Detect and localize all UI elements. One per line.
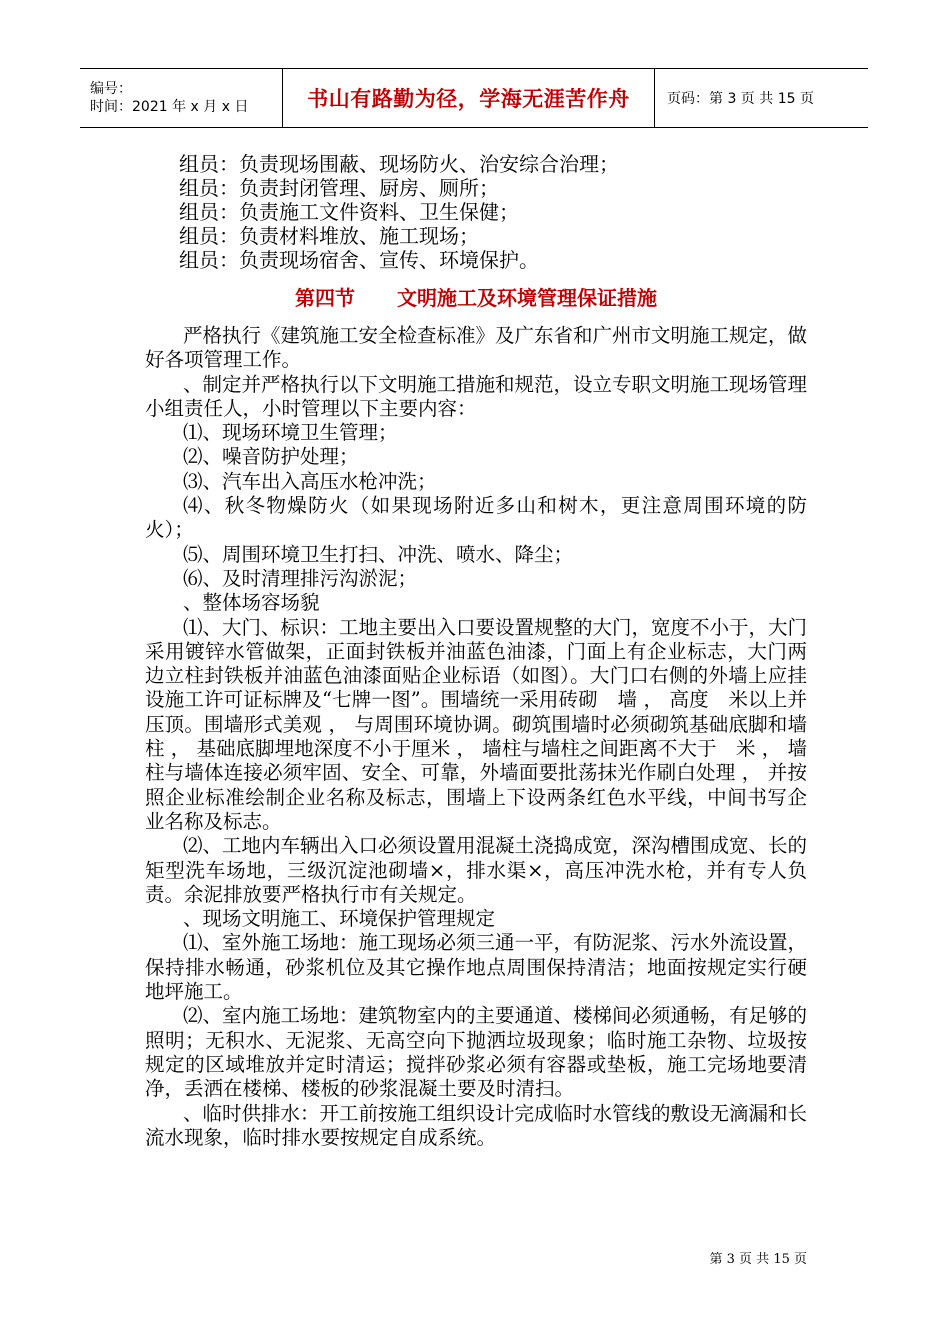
paragraph: 、制定并严格执行以下文明施工措施和规范，设立专职文明施工现场管理小组责任人，小时管理以下主要内容： — [145, 372, 808, 420]
paragraph: ⑵、室内施工场地：建筑物室内的主要通道、楼梯间必须通畅，有足够的照明；无积水、无泥浆、无高空向下抛洒垃圾现象；临时施工杂物、垃圾按规定的区域堆放并定时清运；搅拌砂浆必须有容器或垫板，施工完场地要清净，丢洒在楼梯、楼板的砂浆混凝土要及时清扫。 — [145, 1004, 808, 1101]
header-page-info — [655, 69, 868, 127]
serial-label: 编号： — [90, 81, 132, 97]
header-motto — [283, 69, 655, 127]
paragraph: ⑴、大门、标识：工地主要出入口要设置规整的大门，宽度不小于，大门采用镀锌水管做架，正面封铁板并油蓝色油漆，门面上有企业标志，大门两边立柱封铁板并油蓝色油漆面贴企业标语（如图）。大门口右侧的外墙上应挂设施工许可证标牌及“七牌一图”。围墙统一采用砖砌 墙 ， 高度 米以上并压顶。围墙形式美观 ， 与周围环境协调。砌筑围墙时必须砌筑基础底脚和墙柱 ， 基础底脚埋地深度不小于厘米 ， 墙柱与墙柱之间距离不大于 米 ， 墙柱与墙体连接必须牢固、安全、可靠，外墙面要批荡抹光作刷白处理 ， 并按照企业标准绘制企业名称及标志，围墙上下设两条红色水平线，中间书写企业名称及标志。 — [145, 615, 808, 833]
header-meta — [80, 69, 283, 127]
member-line: 组员：负责现场宿舍、宣传、环境保护。 — [179, 248, 539, 272]
page-footer: 第 3 页 共 15 页 — [709, 1252, 807, 1267]
section-number: 第四节 — [295, 286, 355, 310]
page-info-text: 页码：第 3 页 共 15 页 — [667, 91, 814, 107]
section-heading — [145, 284, 807, 312]
paragraph: 、临时供排水：开工前按施工组织设计完成临时水管线的敷设无滴漏和长流水现象，临时排水要按规定自成系统。 — [145, 1101, 808, 1149]
list-item: ⑴、现场环境卫生管理； — [183, 421, 398, 445]
list-item: ⑷、秋冬物燥防火（如果现场附近多山和树木，更注意周围环境的防火）； — [145, 494, 807, 542]
member-line: 组员：负责现场围蔽、现场防火、治安综合治理； — [179, 152, 619, 176]
paragraph: ⑴、室外施工场地：施工现场必须三通一平，有防泥浆、污水外流设置，保持排水畅通，砂浆机位及其它操作地点周围保持清洁；地面按规定实行硬地坪施工。 — [145, 931, 808, 1004]
member-line: 组员：负责材料堆放、施工现场； — [179, 224, 479, 248]
member-line: 组员：负责施工文件资料、卫生保健； — [179, 200, 519, 224]
paragraph: ⑵、工地内车辆出入口必须设置用混凝土浇捣成宽，深沟槽围成宽、长的矩型洗车场地，三级沉淀池砌墙×，排水渠×，高压冲洗水枪，并有专人负责。余泥排放要严格执行市有关规定。 — [145, 834, 808, 906]
list-item: ⑶、汽车出入高压水枪冲洗； — [183, 469, 437, 493]
subheading: 、整体场容场貌 — [183, 591, 320, 615]
paragraph: 严格执行《建筑施工安全检查标准》及广东省和广州市文明施工规定，做好各项管理工作。 — [145, 324, 808, 372]
list-item: ⑵、噪音防护处理； — [183, 445, 359, 469]
list-item: ⑹、及时清理排污沟淤泥； — [183, 566, 418, 590]
document-body — [145, 152, 807, 1150]
page-header — [80, 68, 868, 128]
member-line: 组员：负责封闭管理、厨房、厕所； — [179, 176, 499, 200]
date-label: 时间：2021 年 x 月 x 日 — [90, 99, 249, 115]
section-title: 文明施工及环境管理保证措施 — [397, 286, 657, 310]
list-item: ⑸、周围环境卫生打扫、冲洗、喷水、降尘； — [183, 542, 574, 566]
motto-text: 书山有路勤为径，学海无涯苦作舟 — [307, 87, 630, 111]
subheading: 、现场文明施工、环境保护管理规定 — [183, 907, 496, 931]
